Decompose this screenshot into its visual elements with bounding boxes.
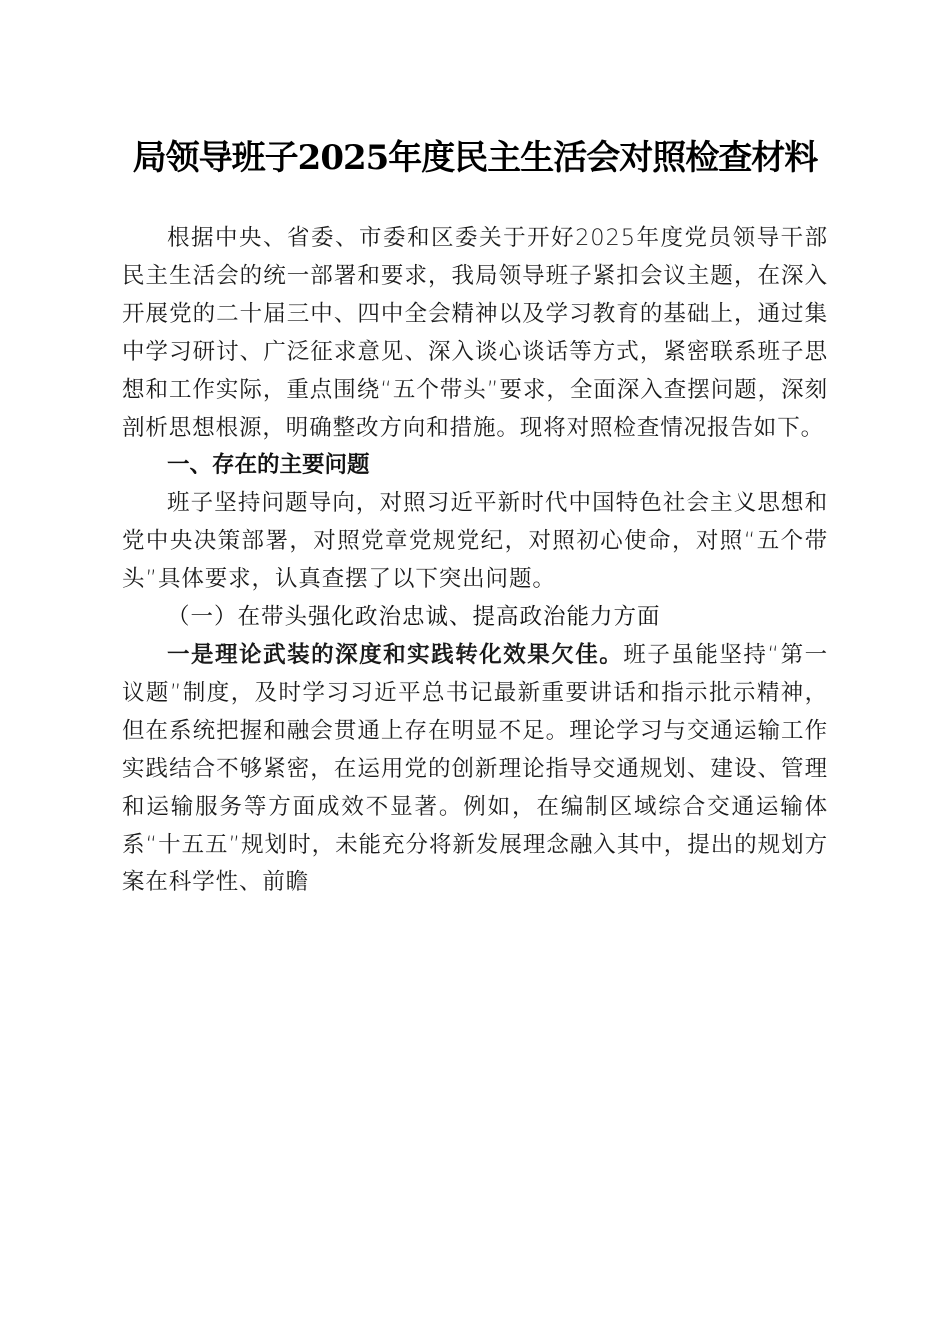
point-one-paragraph xyxy=(122,637,828,902)
document-page xyxy=(122,136,828,902)
point-one-body: 班子虽能坚持“第一议题”制度，及时学习习近平总书记最新重要讲话和指示批示精神，但在系统把握和融会贯通上存在明显不足。理论学习与交通运输工作实践结合不够紧密，在运用党的创新理论指导交通规划、建设、管理和运输服务等方面成效不显著。例如，在编制区域综合交通运输体系“十五五”规划时，未能充分将新发展理念融入其中，提出的规划方案在科学性、前瞻 xyxy=(122,641,828,896)
section-heading-problems: 一、存在的主要问题 xyxy=(167,452,370,479)
document-title: 局领导班子2025年度民主生活会对照检查材料 xyxy=(132,138,818,178)
section-intro-paragraph: 班子坚持问题导向，对照习近平新时代中国特色社会主义思想和党中央决策部署，对照党章党规党纪，对照初心使命，对照“五个带头”具体要求，认真查摆了以下突出问题。 xyxy=(122,490,828,593)
subsection-heading-political-loyalty: （一）在带头强化政治忠诚、提高政治能力方面 xyxy=(167,604,661,631)
point-one-lead: 一是理论武装的深度和实践转化效果欠佳。 xyxy=(167,641,624,668)
intro-paragraph: 根据中央、省委、市委和区委关于开好2025年度党员领导干部民主生活会的统一部署和要求，我局领导班子紧扣会议主题，在深入开展党的二十届三中、四中全会精神以及学习教育的基础上，通过集中学习研讨、广泛征求意见、深入谈心谈话等方式，紧密联系班子思想和工作实际，重点围绕“五个带头”要求，全面深入查摆问题，深刻剖析思想根源，明确整改方向和措施。现将对照检查情况报告如下。 xyxy=(122,225,828,441)
document-body xyxy=(122,220,828,902)
